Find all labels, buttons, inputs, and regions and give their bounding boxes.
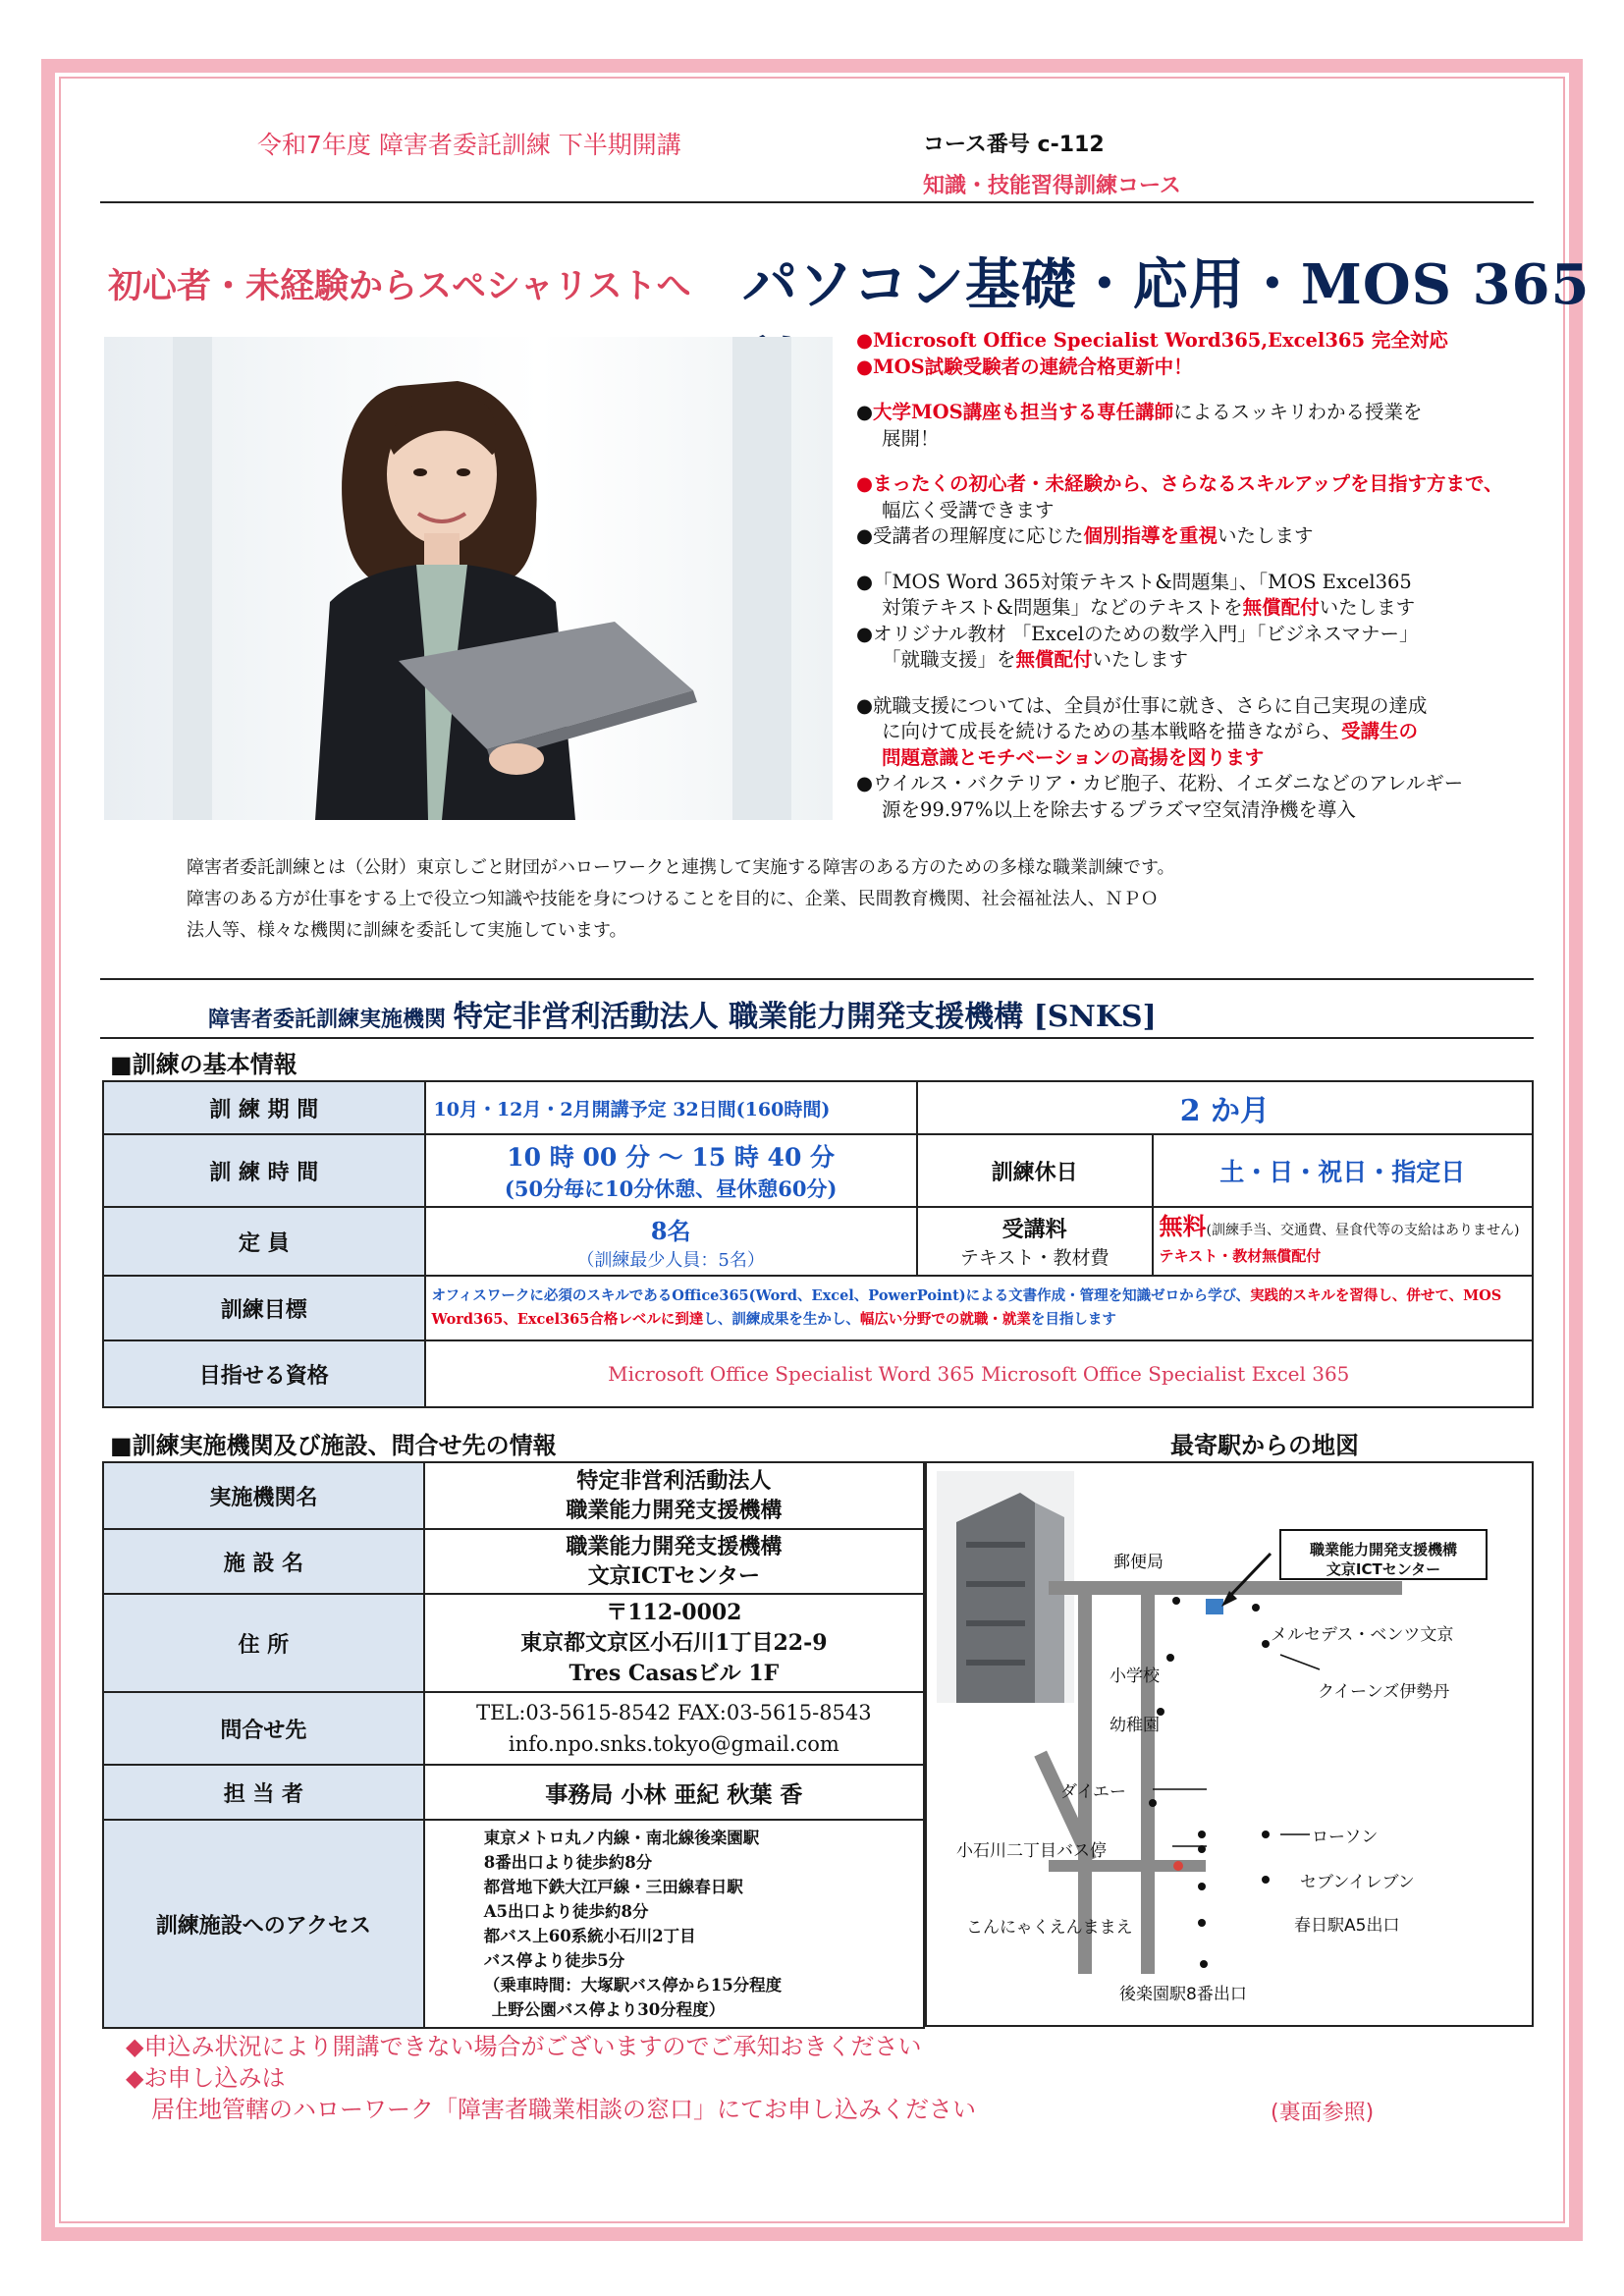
access-label: 訓練施設へのアクセス — [103, 1820, 424, 2028]
basic-info-table — [102, 1080, 1534, 1408]
map-label-post-office: 郵便局 — [1113, 1553, 1164, 1572]
org-value: 特定非営利活動法人 職業能力開発支援機構 — [424, 1462, 924, 1529]
fee-label-cell: 受講料 テキスト・教材費 — [917, 1207, 1153, 1276]
map-label-lawson: ローソン — [1312, 1828, 1379, 1847]
map-callout: 職業能力開発支援機構 文京ICTセンター — [1309, 1541, 1457, 1578]
feature-line: 問題意識とモチベーションの高揚を図ります — [882, 745, 1265, 769]
map-heading: 最寄駅からの地図 — [1170, 1432, 1359, 1459]
capacity-label: 定 員 — [103, 1207, 425, 1276]
course-type: 知識・技能習得訓練コース — [923, 174, 1181, 198]
back-page-reference: (裏面参照) — [1271, 2101, 1375, 2125]
org-label: 実施機関名 — [103, 1462, 424, 1529]
contact-value — [424, 1692, 924, 1765]
feature-list — [856, 328, 1543, 823]
feature-line: 展開！ — [882, 426, 940, 450]
duration-value: 2 か月 — [917, 1081, 1533, 1134]
site-label: 施 設 名 — [103, 1529, 424, 1594]
period-value: 10月・12月・2月開講予定 32日間(160時間) — [425, 1081, 917, 1134]
note-line: ◆お申し込みは — [126, 2064, 286, 2092]
map-label-kindergarten: 幼稚園 — [1110, 1716, 1160, 1735]
org-divider-bottom — [100, 1037, 1534, 1039]
address-value: 〒112-0002 東京都文京区小石川1丁目22-9 Tres Casasビル 1F — [424, 1594, 924, 1692]
feature-line: 幅広く受講できます — [882, 498, 1055, 521]
access-list: 東京メトロ丸ノ内線・南北線後楽園駅 8番出口より徒歩約8分 都営地下鉄大江戸線・三田線春日駅 A5出口より徒歩約8分 都バス上60系統小石川2丁目 バス停より徒歩5分 （乗車時間：大塚駅バス停から15分程度 上野公園バス停より30分程度） — [424, 1820, 924, 2028]
address-label: 住 所 — [103, 1594, 424, 1692]
intro-paragraph: 障害者委託訓練とは（公財）東京しごと財団がハローワークと連携して実施する障害のある方のための多様な職業訓練です。 障害のある方が仕事をする上で役立つ知識や技能を身につけることを目的に、企業、民間教育機関、社会福祉法人、ＮＰＯ 法人等、様々な機関に訓練を委託して実施しています。 — [187, 857, 1175, 941]
feature-line: に向けて成長を続けるための基本戦略を描きながら、受講生の — [882, 720, 1419, 742]
holiday-value: 土・日・祝日・指定日 — [1153, 1134, 1534, 1207]
capacity-cell: 8名 （訓練最少人員：5名） — [425, 1207, 917, 1276]
cert-label: 目指せる資格 — [103, 1340, 425, 1407]
feature-line: ●MOS試験受験者の連続合格更新中！ — [856, 355, 1193, 378]
staff-value: 事務局 小林 亜紀 秋葉 香 — [424, 1765, 924, 1820]
woman-with-laptop-illustration — [104, 337, 833, 820]
map-label-daiei: ダイエー — [1060, 1782, 1126, 1802]
note-line: 居住地管轄のハローワーク「障害者職業相談の窓口」にてお申し込みください — [151, 2096, 976, 2123]
goal-label: 訓練目標 — [103, 1276, 425, 1340]
hours-label: 訓 練 時 間 — [103, 1134, 425, 1207]
map-label-bus-stop: 小石川二丁目バス停 — [956, 1841, 1107, 1861]
feature-line: 対策テキスト&問題集」などのテキストを無償配付いたします — [882, 596, 1416, 619]
org-heading: 障害者委託訓練実施機関 特定非営利活動法人 職業能力開発支援機構 [SNKS] — [208, 1000, 1157, 1034]
map-label-mercedes: メルセデス・ベンツ文京 — [1271, 1625, 1454, 1645]
facility-table — [102, 1461, 925, 2029]
feature-line: 源を99.97%以上を除去するプラズマ空気清浄機を導入 — [882, 797, 1356, 821]
feature-line: ●Microsoft Office Specialist Word365,Excel365 完全対応 — [856, 329, 1448, 352]
basic-info-heading: ■訓練の基本情報 — [110, 1051, 298, 1078]
feature-line: ●まったくの初心者・未経験から、さらなるスキルアップを目指す方まで、 — [856, 472, 1503, 495]
cert-value: Microsoft Office Specialist Word 365 Microsoft Office Specialist Excel 365 — [425, 1340, 1533, 1407]
map-label-queens: クイーンズ伊勢丹 — [1318, 1682, 1450, 1702]
feature-line: 「就職支援」を無償配付いたします — [882, 648, 1189, 671]
map-label-seven: セブンイレブン — [1300, 1873, 1415, 1892]
course-number: コース番号 c-112 — [923, 133, 1105, 157]
contact-label: 問合せ先 — [103, 1692, 424, 1765]
map-label-kasuga: 春日駅A5出口 — [1294, 1916, 1400, 1936]
feature-line: ●オリジナル教材 「Excelのための数学入門」「ビジネスマナー」 — [856, 622, 1419, 645]
phone-fax: TEL:03-5615-8542 FAX:03-5615-8543 — [476, 1701, 872, 1724]
holiday-label: 訓練休日 — [917, 1134, 1153, 1207]
note-line: ◆申込み状況により開講できない場合がございますのでご承知おきください — [126, 2033, 922, 2060]
staff-label: 担 当 者 — [103, 1765, 424, 1820]
header-term: 令和7年度 障害者委託訓練 下半期開講 — [257, 131, 681, 159]
period-label: 訓 練 期 間 — [103, 1081, 425, 1134]
map-label-school: 小学校 — [1110, 1667, 1160, 1686]
email-link[interactable]: info.npo.snks.tokyo@gmail.com — [508, 1732, 839, 1756]
facility-heading: ■訓練実施機関及び施設、問合せ先の情報 — [110, 1432, 557, 1459]
hero-photo — [104, 337, 833, 820]
fee-value-cell: 無料(訓練手当、交通費、昼食代等の支給はありません)テキスト・教材無償配付 — [1153, 1207, 1534, 1276]
map-label-korakuen: 後楽園駅8番出口 — [1119, 1985, 1247, 2004]
feature-line: ●「MOS Word 365対策テキスト&問題集」、「MOS Excel365 — [856, 570, 1412, 593]
site-value: 職業能力開発支援機構 文京ICTセンター — [424, 1529, 924, 1594]
map-label-konnyaku: こんにゃくえんままえ — [966, 1918, 1133, 1938]
catchphrase: 初心者・未経験からスペシャリストへ — [108, 266, 691, 306]
feature-line: ●大学MOS講座も担当する専任講師によるスッキリわかる授業を — [856, 401, 1423, 423]
header-divider — [100, 201, 1534, 203]
access-map — [925, 1461, 1534, 2027]
org-divider — [100, 978, 1534, 980]
feature-line: ●受講者の理解度に応じた個別指導を重視いたします — [856, 524, 1314, 547]
feature-line: ●ウイルス・バクテリア・カビ胞子、花粉、イエダニなどのアレルギー — [856, 772, 1464, 794]
course-title: パソコン基礎・応用・MOS 365 — [742, 252, 1591, 317]
goal-value: オフィスワークに必須のスキルであるOffice365(Word、Excel、PowerPoint)による文書作成・管理を知識ゼロから学び、実践的スキルを習得し、併せて、MOS Word365、Excel365合格レベルに到達し、訓練成果を生かし、幅広い分野での就職・就業を目指します — [425, 1276, 1533, 1340]
hours-cell: 10 時 00 分 ～ 15 時 40 分 (50分毎に10分休憩、昼休憩60分) — [425, 1134, 917, 1207]
feature-line: ●就職支援については、全員が仕事に就き、さらに自己実現の達成 — [856, 693, 1428, 717]
notes — [126, 2031, 976, 2125]
